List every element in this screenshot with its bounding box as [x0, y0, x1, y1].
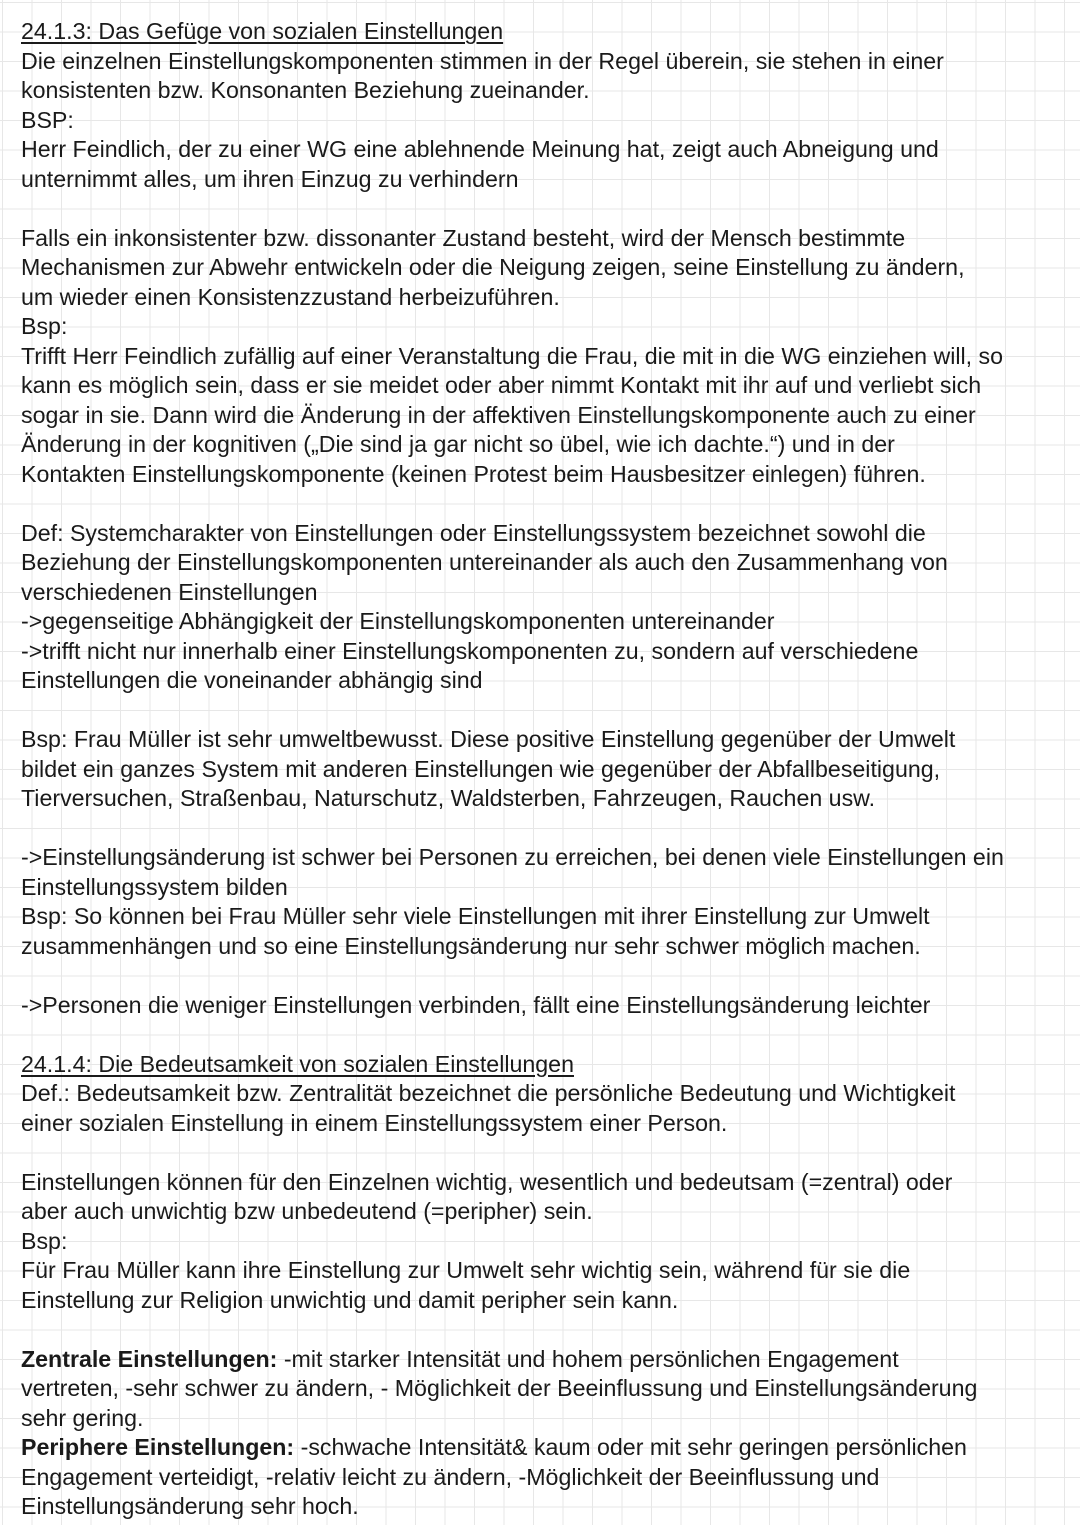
blank-line	[21, 1138, 1072, 1168]
text-line: sehr gering.	[21, 1404, 144, 1431]
definition-line: Def.: Bedeutsamkeit bzw. Zentralität bezeichnet die persönliche Bedeutung und Wichtigkeit	[21, 1080, 956, 1106]
central-attitudes-text: -mit starker Intensität und hohem persönlichen Engagement	[277, 1345, 899, 1372]
text-line: Einstellungssystem bilden	[21, 873, 288, 900]
text-line: Einstellungen können für den Einzelnen wichtig, wesentlich und bedeutsam (=zentral) oder	[21, 1168, 953, 1195]
peripheral-attitudes-text: -schwache Intensität& kaum oder mit sehr geringen persönlichen	[294, 1434, 967, 1460]
text-line: kann es möglich sein, dass er sie meidet oder aber nimmt Kontakt mit ihr auf und verliebt sich	[21, 372, 982, 398]
text-line: Falls ein inkonsistenter bzw. dissonanter Zustand besteht, wird der Mensch bestimmte	[21, 224, 906, 251]
text-line: unternimmt alles, um ihren Einzug zu verhindern	[21, 165, 519, 192]
text-line: Änderung in der kognitiven („Die sind ja gar nicht so übel, wie ich dachte.“) und in der	[21, 431, 895, 457]
arrow-point: ->Einstellungsänderung ist schwer bei Personen zu erreichen, bei denen viele Einstellungen ein	[21, 844, 1004, 870]
text-line: Einstellung zur Religion unwichtig und damit peripher sein kann.	[21, 1286, 679, 1313]
text-line: Mechanismen zur Abwehr entwickeln oder die Neigung zeigen, seine Einstellung zu ändern,	[21, 254, 965, 280]
peripheral-attitudes-label: Periphere Einstellungen:	[21, 1434, 295, 1460]
example-label: Bsp:	[21, 1227, 68, 1254]
text-line: Einstellungen die voneinander abhängig sind	[21, 667, 483, 693]
central-attitudes-line	[21, 1345, 1072, 1375]
section-heading-24-1-4: 24.1.4: Die Bedeutsamkeit von sozialen Einstellungen	[21, 1050, 574, 1077]
text-line: Engagement verteidigt, -relativ leicht zu ändern, -Möglichkeit der Beeinflussung und	[21, 1463, 880, 1490]
text-line: Bsp: Frau Müller ist sehr umweltbewusst. Diese positive Einstellung gegenüber der Umwelt	[21, 726, 956, 752]
text-line: Für Frau Müller kann ihre Einstellung zur Umwelt sehr wichtig sein, während für sie die	[21, 1257, 911, 1283]
arrow-point: ->trifft nicht nur innerhalb einer Einstellungskomponenten zu, sondern auf verschiedene	[21, 637, 919, 664]
arrow-point: ->Personen die weniger Einstellungen verbinden, fällt eine Einstellungsänderung leichter	[21, 991, 931, 1018]
section-heading-24-1-3: 24.1.3: Das Gefüge von sozialen Einstellungen	[21, 18, 504, 44]
text-line: sogar in sie. Dann wird die Änderung in der affektiven Einstellungskomponente auch zu einer	[21, 401, 976, 428]
definition-line: Beziehung der Einstellungskomponenten untereinander als auch den Zusammenhang von	[21, 549, 948, 575]
text-line: Bsp: So können bei Frau Müller sehr viele Einstellungen mit ihrer Einstellung zur Umwelt	[21, 903, 930, 929]
blank-line	[21, 194, 1072, 224]
blank-line	[21, 696, 1072, 726]
text-line: zusammenhängen und so eine Einstellungsänderung nur sehr schwer möglich machen.	[21, 932, 921, 959]
blank-line	[21, 961, 1072, 991]
text-line: Kontakten Einstellungskomponente (keinen Protest beim Hausbesitzer einlegen) führen.	[21, 460, 926, 487]
text-line: aber auch unwichtig bzw unbedeutend (=peripher) sein.	[21, 1198, 593, 1224]
blank-line	[21, 1315, 1072, 1345]
text-line: vertreten, -sehr schwer zu ändern, - Möglichkeit der Beeinflussung und Einstellungsänderung	[21, 1375, 978, 1401]
text-line: um wieder einen Konsistenzzustand herbeizuführen.	[21, 283, 560, 310]
text-line: Herr Feindlich, der zu einer WG eine ablehnende Meinung hat, zeigt auch Abneigung und	[21, 136, 939, 162]
arrow-point: ->gegenseitige Abhängigkeit der Einstellungskomponenten untereinander	[21, 608, 775, 634]
peripheral-attitudes-line	[21, 1433, 1072, 1463]
text-line: Einstellungsänderung sehr hoch.	[21, 1493, 359, 1519]
text-line: Trifft Herr Feindlich zufällig auf einer Veranstaltung die Frau, die mit in die WG einziehen will, so	[21, 342, 1004, 369]
example-label: Bsp:	[21, 313, 68, 339]
text-line: Die einzelnen Einstellungskomponenten stimmen in der Regel überein, sie stehen in einer	[21, 47, 944, 74]
blank-line	[21, 814, 1072, 844]
definition-line: verschiedenen Einstellungen	[21, 578, 318, 605]
central-attitudes-label: Zentrale Einstellungen:	[21, 1345, 278, 1372]
blank-line	[21, 1020, 1072, 1050]
text-line: konsistenten bzw. Konsonanten Beziehung zueinander.	[21, 77, 590, 103]
definition-line: Def: Systemcharakter von Einstellungen oder Einstellungssystem bezeichnet sowohl die	[21, 519, 926, 546]
blank-line	[21, 489, 1072, 519]
text-line: bildet ein ganzes System mit anderen Einstellungen wie gegenüber der Abfallbeseitigung,	[21, 755, 941, 782]
definition-line: einer sozialen Einstellung in einem Einstellungssystem einer Person.	[21, 1109, 728, 1136]
example-label: BSP:	[21, 106, 74, 133]
text-line: Tierversuchen, Straßenbau, Naturschutz, Waldsterben, Fahrzeugen, Rauchen usw.	[21, 785, 876, 811]
